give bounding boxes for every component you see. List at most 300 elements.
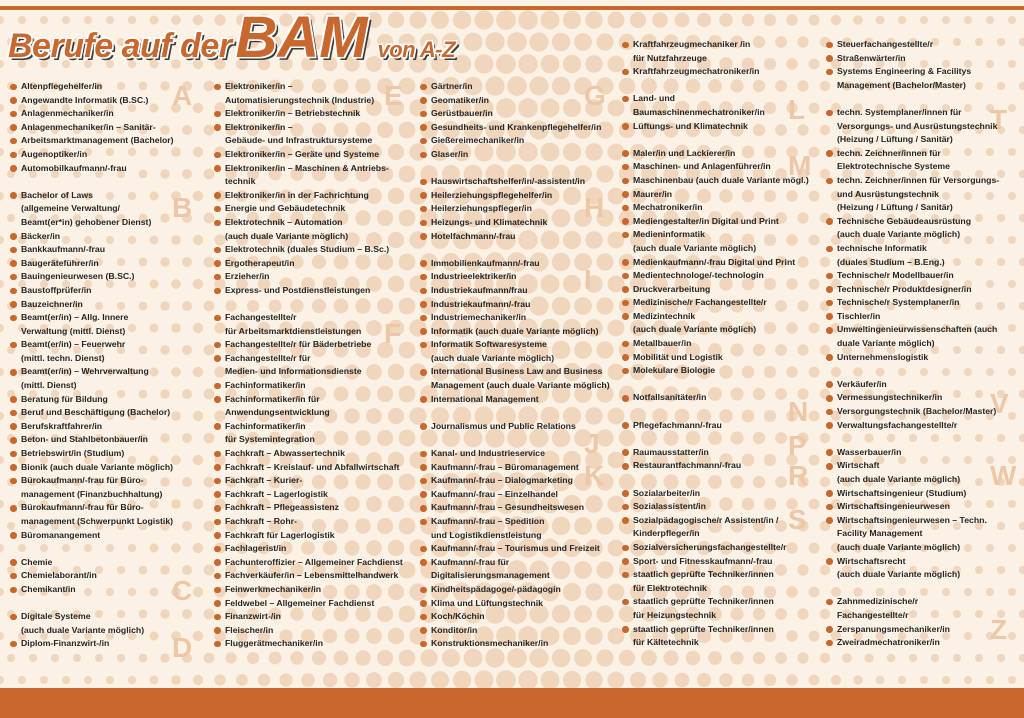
list-item-text: Maschinenbau (auch duale Variante mögl.) — [633, 174, 809, 185]
list-item-text: Elektroniker/in – Betriebstechnik — [225, 108, 361, 119]
list-item — [10, 107, 174, 121]
bullet-dot-icon — [214, 247, 221, 254]
spacer — [10, 597, 174, 611]
list-item — [10, 121, 174, 135]
bullet-dot-icon — [622, 164, 629, 171]
list-item-text: staatlich geprüfte Techniker/innen — [633, 569, 774, 580]
list-item — [214, 529, 403, 543]
list-item — [826, 174, 999, 215]
list-item — [420, 488, 610, 502]
list-item — [214, 542, 403, 556]
list-item — [826, 106, 999, 147]
list-item-text: Medien- und Informationsdienste — [225, 366, 362, 377]
list-item — [214, 379, 403, 393]
list-item — [826, 52, 999, 66]
list-item-text: Elektroniker/in – Maschinen & Antriebs- — [225, 162, 389, 173]
bullet-dot-icon — [420, 546, 427, 553]
list-item-text: Gesundheits- und Krankenpflegehelfer/in — [431, 121, 602, 132]
bullet-dot-icon — [214, 464, 221, 471]
list-item-text: (auch duale Variante möglich) — [225, 230, 349, 241]
list-item — [10, 556, 174, 570]
list-item-text: Pflegefachmann/-frau — [633, 419, 722, 430]
list-item-text: Bauzeichner/in — [21, 298, 83, 309]
list-item — [10, 162, 174, 176]
list-item-text: staatlich geprüfte Techniker/innen — [633, 596, 774, 607]
list-item — [10, 393, 174, 407]
list-item — [214, 284, 403, 298]
spacer — [622, 473, 809, 487]
list-item — [10, 433, 174, 447]
list-item — [826, 595, 999, 622]
bullet-dot-icon — [214, 519, 221, 526]
list-item-text: Druckverarbeitung — [633, 283, 711, 294]
bullet-dot-icon — [826, 640, 833, 647]
bullet-dot-icon — [214, 206, 221, 213]
list-item-text: Betriebswirt/in (Studium) — [21, 448, 125, 459]
bullet-dot-icon — [826, 69, 833, 76]
list-item-text: Medizintechnik — [633, 310, 696, 321]
list-item-text: Klima und Lüftungstechnik — [431, 597, 543, 608]
list-item — [622, 459, 809, 473]
list-item — [826, 215, 999, 242]
list-item — [826, 459, 999, 486]
bullet-dot-icon — [214, 491, 221, 498]
bullet-dot-icon — [420, 519, 427, 526]
list-item-text: Erzieher/in — [225, 271, 270, 282]
list-item — [420, 175, 610, 189]
list-item-text: Kaufmann/-frau – Tourismus und Freizeit — [431, 543, 600, 554]
bullet-dot-icon — [622, 545, 629, 552]
list-item — [826, 38, 999, 52]
list-item-text: Facility Management — [837, 528, 923, 539]
bullet-dot-icon — [622, 42, 629, 49]
letter-h: H — [584, 192, 605, 223]
bullet-dot-icon — [214, 478, 221, 485]
bullet-dot-icon — [214, 587, 221, 594]
list-item-text: Fachangestellte/r für Bäderbetriebe — [225, 339, 372, 350]
list-item — [826, 323, 999, 350]
list-item — [622, 500, 809, 514]
list-item — [420, 148, 610, 162]
list-item-text: Medizinische/r Fachangestellte/r — [633, 297, 767, 308]
list-item-text: technische Informatik — [837, 242, 927, 253]
column-4 — [622, 38, 812, 650]
bullet-dot-icon — [214, 451, 221, 458]
list-item — [214, 162, 403, 189]
bullet-dot-icon — [10, 505, 17, 512]
list-item-text: Management (auch duale Variante möglich) — [431, 380, 610, 391]
list-item-text: Umweltingenieurwissenschaften (auch — [837, 324, 998, 335]
list-item-text: Kinderpfleger/in — [633, 528, 700, 539]
bullet-dot-icon — [826, 55, 833, 62]
list-item-text: Hotelfachmann/-frau — [431, 230, 516, 241]
bullet-dot-icon — [420, 152, 427, 159]
bullet-dot-icon — [622, 490, 629, 497]
list-item-text: Zweiradmechatroniker/in — [837, 637, 940, 648]
list-item-text: für Arbeitsmarktdienstleistungen — [225, 325, 362, 336]
list-item — [214, 107, 403, 121]
list-item-text: Fachinformatiker/in — [225, 380, 306, 391]
letter-l: L — [788, 94, 806, 125]
bullet-dot-icon — [214, 505, 221, 512]
bullet-dot-icon — [622, 178, 629, 185]
bullet-dot-icon — [10, 559, 17, 566]
list-item-text: Augenoptiker/in — [21, 148, 88, 159]
list-item — [10, 406, 174, 420]
list-item-text: Vermessungstechniker/in — [837, 392, 943, 403]
bullet-dot-icon — [214, 288, 221, 295]
list-item — [622, 595, 809, 622]
list-item — [622, 568, 809, 595]
list-item-text: Fachkraft – Kreislauf- und Abfallwirtschaft — [225, 461, 400, 472]
bullet-dot-icon — [214, 559, 221, 566]
list-item-text: Fachverkäufer/in – Lebensmittelhandwerk — [225, 570, 399, 581]
list-item — [622, 65, 809, 79]
letter-j: J — [584, 428, 600, 459]
letter-a: A — [172, 80, 193, 111]
spacer — [622, 432, 809, 446]
spacer — [622, 378, 809, 392]
bullet-dot-icon — [214, 614, 221, 621]
bullet-dot-icon — [420, 260, 427, 267]
bullet-dot-icon — [420, 111, 427, 118]
bullet-dot-icon — [420, 233, 427, 240]
list-item-text: Informatik Softwaresysteme — [431, 339, 547, 350]
list-item-text: (auch duale Variante möglich) — [633, 324, 757, 335]
spacer — [420, 243, 610, 257]
bullet-dot-icon — [826, 300, 833, 307]
bullet-dot-icon — [420, 328, 427, 335]
bullet-dot-icon — [10, 152, 17, 159]
list-item-text: Medieninformatik — [633, 229, 705, 240]
list-item-text: Diplom-Finanzwirt-/in — [21, 638, 110, 649]
bullet-dot-icon — [420, 315, 427, 322]
list-item-text: duale Variante möglich) — [837, 338, 935, 349]
list-item — [622, 541, 809, 555]
list-item — [214, 189, 403, 203]
bullet-dot-icon — [420, 220, 427, 227]
list-item — [622, 364, 809, 378]
list-item — [622, 215, 809, 229]
list-item-text: Fachangestellte/r für — [225, 352, 311, 363]
bullet-dot-icon — [622, 286, 629, 293]
list-item-text: Feinwerkmechaniker/in — [225, 583, 322, 594]
list-item-text: Kaufmann/-frau – Büromanagement — [431, 461, 579, 472]
list-item — [420, 597, 610, 611]
list-item — [214, 474, 403, 488]
list-item — [10, 311, 174, 338]
list-item — [622, 419, 809, 433]
list-item-text: Bürokaufmann/-frau für Büro- — [21, 475, 144, 486]
list-item-text: technik — [225, 176, 256, 187]
bullet-dot-icon — [214, 111, 221, 118]
list-item-text: Glaser/in — [431, 148, 469, 159]
list-item — [420, 515, 610, 542]
letter-m: M — [788, 150, 812, 181]
bullet-dot-icon — [622, 504, 629, 511]
bullet-dot-icon — [214, 396, 221, 403]
list-item — [622, 120, 809, 134]
list-item-text: Industriekaufmann/frau — [431, 284, 528, 295]
list-item-text: Zahnmedizinische/r — [837, 596, 919, 607]
list-item-text: Altenpflegehelfer/in — [21, 81, 103, 91]
list-item-text: (auch duale Variante möglich) — [837, 474, 961, 484]
list-item — [10, 134, 174, 148]
list-item-text: Raumausstatter/in — [633, 446, 709, 457]
list-item-text: Digitalisierungsmanagement — [431, 570, 550, 581]
list-item-text: Beamt(er/in) – Wehrverwaltung — [21, 366, 149, 377]
bullet-dot-icon — [214, 274, 221, 281]
list-item — [10, 637, 174, 651]
list-item — [10, 569, 174, 583]
bullet-dot-icon — [214, 423, 221, 430]
list-item — [10, 610, 174, 637]
bullet-dot-icon — [214, 192, 221, 199]
bullet-dot-icon — [214, 220, 221, 227]
list-item-text: Unternehmenslogistik — [837, 351, 929, 362]
list-item-text: Wirtschaftsingenieurwesen – Techn. — [837, 514, 987, 525]
list-item-text: Fachkraft – Abwassertechnik — [225, 448, 345, 459]
letter-p: P — [788, 430, 807, 461]
list-item-text: Immobilienkaufmann/-frau — [431, 257, 540, 268]
list-item-text: Energie und Gebäudetechnik — [225, 203, 346, 214]
list-item-text: Finanzwirt-/in — [225, 611, 281, 622]
list-item-text: techn. Zeichner/innen für Versorgungs- — [837, 174, 1000, 185]
list-item-text: Wirtschaft — [837, 460, 880, 471]
bullet-dot-icon — [622, 259, 629, 266]
list-item — [622, 174, 809, 188]
list-item-text: Fachangestellte/r — [225, 312, 297, 323]
list-item-text: Technische Gebäudeausrüstung — [837, 215, 972, 226]
bullet-dot-icon — [622, 273, 629, 280]
bullet-dot-icon — [420, 614, 427, 621]
title-part-2: BAM — [235, 5, 368, 70]
list-item — [420, 637, 610, 651]
bullet-dot-icon — [622, 449, 629, 456]
bullet-dot-icon — [622, 150, 629, 157]
bullet-dot-icon — [10, 437, 17, 444]
bullet-dot-icon — [420, 192, 427, 199]
bullet-dot-icon — [826, 218, 833, 225]
bullet-dot-icon — [622, 123, 629, 130]
bullet-dot-icon — [10, 587, 17, 594]
bullet-dot-icon — [622, 313, 629, 320]
list-item — [420, 216, 610, 230]
bullet-dot-icon — [214, 532, 221, 539]
list-item — [214, 216, 403, 243]
bullet-dot-icon — [826, 354, 833, 361]
list-item-text: Arbeitsmarktmanagement (Bachelor) — [21, 135, 174, 146]
letter-f: F — [384, 318, 402, 349]
list-item — [622, 446, 809, 460]
bullet-dot-icon — [826, 409, 833, 416]
list-item-text: Geomatiker/in — [431, 94, 489, 105]
list-item — [622, 623, 809, 650]
bullet-dot-icon — [622, 422, 629, 429]
bullet-dot-icon — [622, 191, 629, 198]
list-item-text: (allgemeine Verwaltung/ — [21, 203, 120, 214]
list-item-text: Elektrotechnische Systeme — [837, 161, 950, 172]
list-item-text: Fachinformatiker/in für — [225, 393, 320, 404]
list-item-text: Lüftungs- und Klimatechnik — [633, 120, 748, 131]
list-item-text: Bionik (auch duale Variante möglich) — [21, 461, 174, 472]
bottom-border-band — [0, 688, 1024, 718]
list-item — [214, 569, 403, 583]
list-item — [826, 391, 999, 405]
bullet-dot-icon — [10, 423, 17, 430]
list-item — [622, 92, 809, 119]
bullet-dot-icon — [622, 96, 629, 103]
list-item-text: staatlich geprüfte Techniker/innen — [633, 623, 774, 634]
list-item-text: Wirtschaftsingenieur (Studium) — [837, 487, 967, 498]
list-item-text: (auch duale Variante möglich) — [431, 352, 555, 363]
list-item-text: Fachkraft – Rohr- — [225, 516, 297, 526]
bullet-dot-icon — [420, 396, 427, 403]
bullet-dot-icon — [826, 150, 833, 157]
list-item-text: Beton- und Stahlbetonbauer/in — [21, 434, 148, 445]
bullet-dot-icon — [826, 327, 833, 334]
list-item-text: techn. Zeichner/innen für — [837, 147, 941, 158]
list-item — [420, 583, 610, 597]
bullet-dot-icon — [10, 478, 17, 485]
list-item-text: Automobilkaufmann/-frau — [21, 162, 127, 173]
list-item — [622, 160, 809, 174]
list-item-text: Sport- und Fitnesskaufmann/-frau — [633, 555, 773, 566]
list-item-text: Elektroniker/in – — [225, 121, 293, 132]
list-item-text: Digitale Systeme — [21, 611, 91, 622]
list-item — [10, 94, 174, 108]
bullet-dot-icon — [10, 369, 17, 376]
list-item — [214, 610, 403, 624]
bullet-dot-icon — [10, 260, 17, 267]
list-item-text: Koch/Köchin — [431, 611, 485, 622]
bullet-dot-icon — [214, 383, 221, 390]
list-item — [10, 257, 174, 271]
bullet-dot-icon — [10, 274, 17, 281]
list-item-text: Baugeräteführer/in — [21, 257, 99, 268]
bullet-dot-icon — [10, 532, 17, 539]
list-item-text: Elektroniker/in in der Fachrichtung — [225, 189, 369, 200]
list-item-text: Fachlagerist/in — [225, 543, 287, 554]
bullet-dot-icon — [622, 354, 629, 361]
bullet-dot-icon — [420, 600, 427, 607]
bullet-dot-icon — [214, 124, 221, 131]
list-item-text: Hauswirtschaftshelfer/in/-assistent/in — [431, 176, 586, 187]
bullet-dot-icon — [826, 42, 833, 49]
letter-c: C — [172, 575, 193, 606]
letter-k: K — [584, 460, 605, 491]
bullet-dot-icon — [10, 641, 17, 648]
list-item-text: Ergotherapeut/in — [225, 257, 295, 268]
list-item — [10, 243, 174, 257]
list-item-text: Wasserbauer/in — [837, 446, 902, 457]
list-item-text: Elektroniker/in – Geräte und Systeme — [225, 148, 380, 159]
list-item — [622, 310, 809, 337]
list-item-text: Restaurantfachmann/-frau — [633, 460, 742, 471]
bullet-dot-icon — [622, 626, 629, 633]
list-item — [622, 201, 809, 215]
bullet-dot-icon — [420, 478, 427, 485]
bullet-dot-icon — [10, 410, 17, 417]
list-item-text: Tischler/in — [837, 310, 881, 321]
list-item-text: Verwaltungsfachangestellte/r — [837, 419, 958, 430]
list-item-text: Beruf und Beschäftigung (Bachelor) — [21, 407, 171, 418]
bullet-dot-icon — [214, 627, 221, 634]
list-item-text: International Management — [431, 393, 539, 404]
spacer — [420, 162, 610, 176]
bullet-dot-icon — [420, 587, 427, 594]
spacer — [826, 432, 999, 446]
list-item — [214, 461, 403, 475]
list-item — [420, 94, 610, 108]
list-item — [420, 311, 610, 325]
list-item-text: (auch duale Variante möglich) — [837, 541, 961, 552]
list-item-text: (auch duale Variante möglich) — [21, 624, 145, 635]
spacer — [214, 298, 403, 312]
list-item-text: Automatisierungstechnik (Industrie) — [225, 94, 375, 105]
list-item-text: Wirtschaftsingenieurwesen — [837, 501, 950, 512]
list-item — [420, 298, 610, 312]
bullet-dot-icon — [420, 369, 427, 376]
list-item-text: Informatik (auch duale Variante möglich) — [431, 325, 599, 336]
list-item-text: Kaufmann/-frau – Gesundheitswesen — [431, 502, 585, 513]
list-item-text: Beamt(er*in) gehobener Dienst) — [21, 216, 152, 227]
bullet-dot-icon — [420, 138, 427, 145]
spacer — [826, 582, 999, 596]
bullet-dot-icon — [622, 395, 629, 402]
column-2 — [214, 80, 403, 651]
list-item — [214, 148, 403, 162]
bullet-dot-icon — [826, 313, 833, 320]
bullet-dot-icon — [622, 341, 629, 348]
list-item — [826, 419, 999, 433]
list-item — [10, 461, 174, 475]
list-item — [214, 420, 403, 447]
list-item — [826, 405, 999, 419]
bullet-dot-icon — [420, 179, 427, 186]
list-item — [826, 555, 999, 582]
list-item — [420, 107, 610, 121]
list-item — [214, 202, 403, 216]
title-part-1: Berufe auf der — [8, 27, 232, 65]
bullet-dot-icon — [826, 449, 833, 456]
bullet-dot-icon — [826, 558, 833, 565]
list-item — [10, 338, 174, 365]
spacer — [622, 405, 809, 419]
bullet-dot-icon — [10, 451, 17, 458]
list-item-text: Berufskraftfahrer/in — [21, 420, 103, 431]
list-item — [10, 365, 174, 392]
list-item-text: Metallbauer/in — [633, 338, 692, 349]
bullet-dot-icon — [826, 395, 833, 402]
list-item-text: Fluggerätmechaniker/in — [225, 638, 324, 649]
list-item-text: Kraftfahrzeugmechaniker /in — [633, 39, 751, 49]
letter-n: N — [788, 396, 809, 427]
list-item — [420, 474, 610, 488]
list-item — [214, 447, 403, 461]
list-item-text: Beamt(er/in) – Allg. Innere — [21, 312, 129, 323]
list-item-text: Land- und — [633, 93, 675, 104]
list-item-text: management (Schwerpunkt Logistik) — [21, 516, 174, 526]
list-item-text: Mobilität und Logistik — [633, 351, 723, 362]
letter-i: I — [584, 264, 592, 295]
bullet-dot-icon — [826, 599, 833, 606]
bullet-dot-icon — [622, 463, 629, 470]
bullet-dot-icon — [826, 490, 833, 497]
list-item — [214, 338, 403, 352]
list-item-text: Kaufmann/-frau für — [431, 556, 510, 567]
bullet-dot-icon — [622, 572, 629, 579]
